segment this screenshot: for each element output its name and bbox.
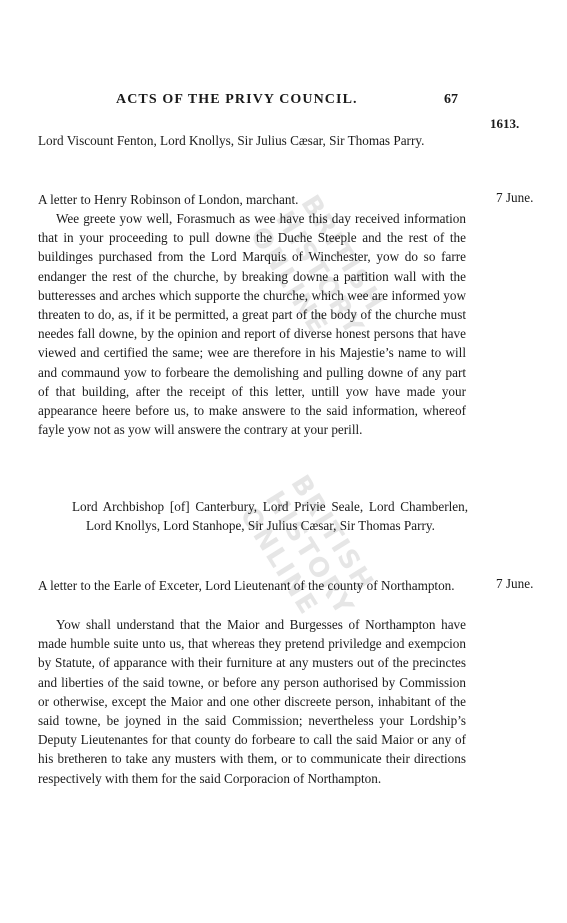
running-head — [0, 92, 567, 112]
letter-heading-text: A letter to the Earle of Exceter, Lord Lieutenant of the county of Northampton. — [38, 578, 455, 593]
page-number: 67 — [444, 92, 458, 107]
letter-body-text: Yow shall understand that the Maior and Burgesses of Northampton have made humble suite unto us, that whereas they pretend priviledge and exempcion by Statute, of apparance with their furniture at any musters out of the precinctes and liberties of the said towne, or before any person authorised by Commission or otherwise, except the Maior and one other discreete person, inhabitant of the said towne, be joyned in the said Commission; nevertheless your Lordship’s Deputy Lieutenantes for that county do forbeare to call the said Maior or any of his bretheren to take any musters with them, or to communicate their directions respectively with them for the said Corporacion of Northampton. — [38, 617, 466, 786]
letter-body-text: Wee greete yow well, Forasmuch as wee have this day received information that in your proceeding to pull downe the Duche Steeple and the rest of the buildinges purchased from the Lord Marquis of Winchester, yow do so farre endanger the rest of the churche, by breaking downe a partition wall with the butteresses and arches which supporte the churche, which wee are informed yow threaten to do, as, if it be permitted, a great part of the body of the churche must needes fall downe, by the opinion and report of diverse honest persons that have viewed and certified the same; wee are therefore in his Majestie’s name to will and commaund yow to forbeare the demolishing and pulling downe of any part of that building, after the receipt of this letter, untill yow have made your appearance heere before us, to make answere to the said information, whereof fayle yow not as yow will answere the contrary at your perill. — [38, 211, 466, 438]
letter-body — [38, 615, 466, 788]
signers-text: Lord Viscount Fenton, Lord Knollys, Sir Julius Cæsar, Sir Thomas Parry. — [38, 133, 425, 148]
entry-signers-continued — [38, 131, 466, 150]
margin-date: 7 June. — [496, 576, 534, 591]
margin-year: 1613. — [490, 116, 520, 131]
letter-signers — [38, 497, 468, 535]
margin-date: 7 June. — [496, 190, 534, 205]
watermark-text-lower: BRITISH HISTORY ONLINE — [233, 470, 380, 622]
letter-signers-text: Lord Archbishop [of] Canterbury, Lord Privie Seale, Lord Chamberlen, Lord Knollys, Lord Stanhope, Sir Julius Cæsar, Sir Thomas Parry. — [72, 499, 468, 534]
watermark-text-upper: BRITISH HISTORY ONLINE — [243, 190, 390, 342]
letter-heading — [38, 190, 466, 209]
letter-body — [38, 209, 466, 439]
page-title: ACTS OF THE PRIVY COUNCIL. — [116, 92, 358, 107]
letter-heading — [38, 576, 466, 595]
letter-heading-text: A letter to Henry Robinson of London, marchant. — [38, 192, 299, 207]
